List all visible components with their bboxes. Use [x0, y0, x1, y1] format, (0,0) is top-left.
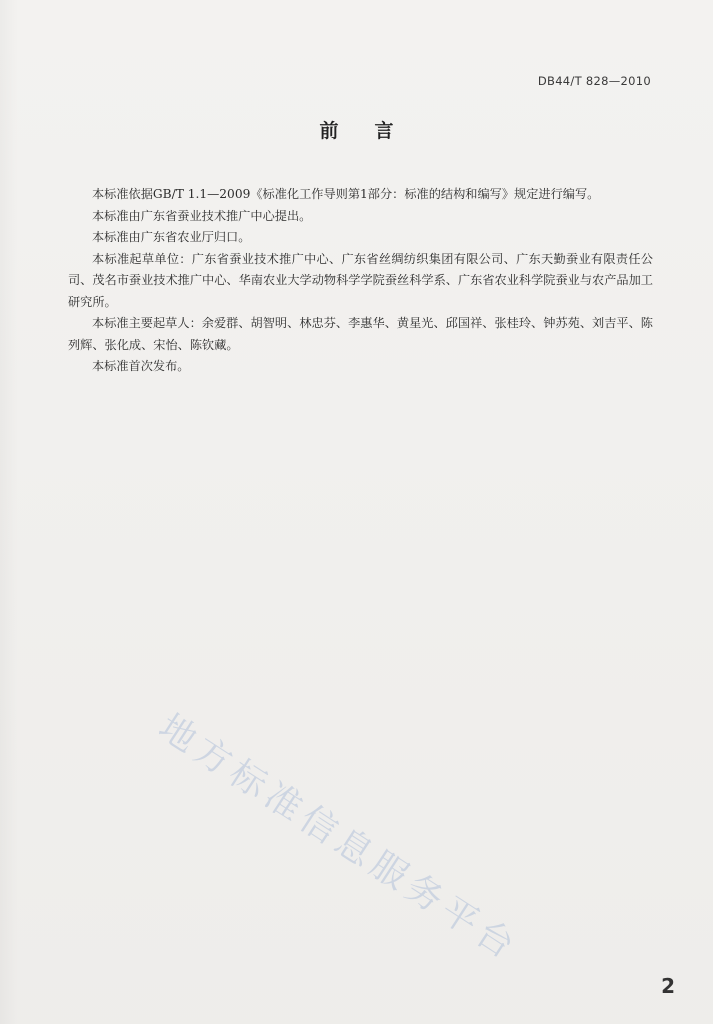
- page-title: 前言: [319, 120, 430, 142]
- watermark: 地方标准信息服务平台: [151, 706, 526, 970]
- paragraph-proposer: 本标准由广东省蚕业技术推广中心提出。: [92, 208, 312, 223]
- paragraph-administrator: 本标准由广东省农业厅归口。: [92, 230, 251, 244]
- paragraph-first-release: 本标准首次发布。: [92, 359, 190, 373]
- paragraph-drafters: 本标准主要起草人：余爱群、胡智明、林忠芬、李惠华、黄星光、邱国祥、张桂玲、钟苏苑、刘吉平、陈列辉、张化成、宋怡、陈钦藏。: [68, 316, 653, 352]
- paragraph-drafting-units: 本标准起草单位：广东省蚕业技术推广中心、广东省丝绸纺织集团有限公司、广东天勤蚕业有限责任公司、茂名市蚕业技术推广中心、华南农业大学动物科学学院蚕丝科学系、广东省农业科学院蚕业与农产品加工研究所。: [68, 251, 653, 309]
- paragraph-basis: 本标准依据GB/T 1.1—2009《标准化工作导则第1部分：标准的结构和编写》规定进行编写。: [92, 187, 600, 201]
- page-number: 2: [661, 974, 675, 998]
- foreword-body: [68, 184, 653, 378]
- standard-code: DB44/T 828—2010: [537, 74, 651, 88]
